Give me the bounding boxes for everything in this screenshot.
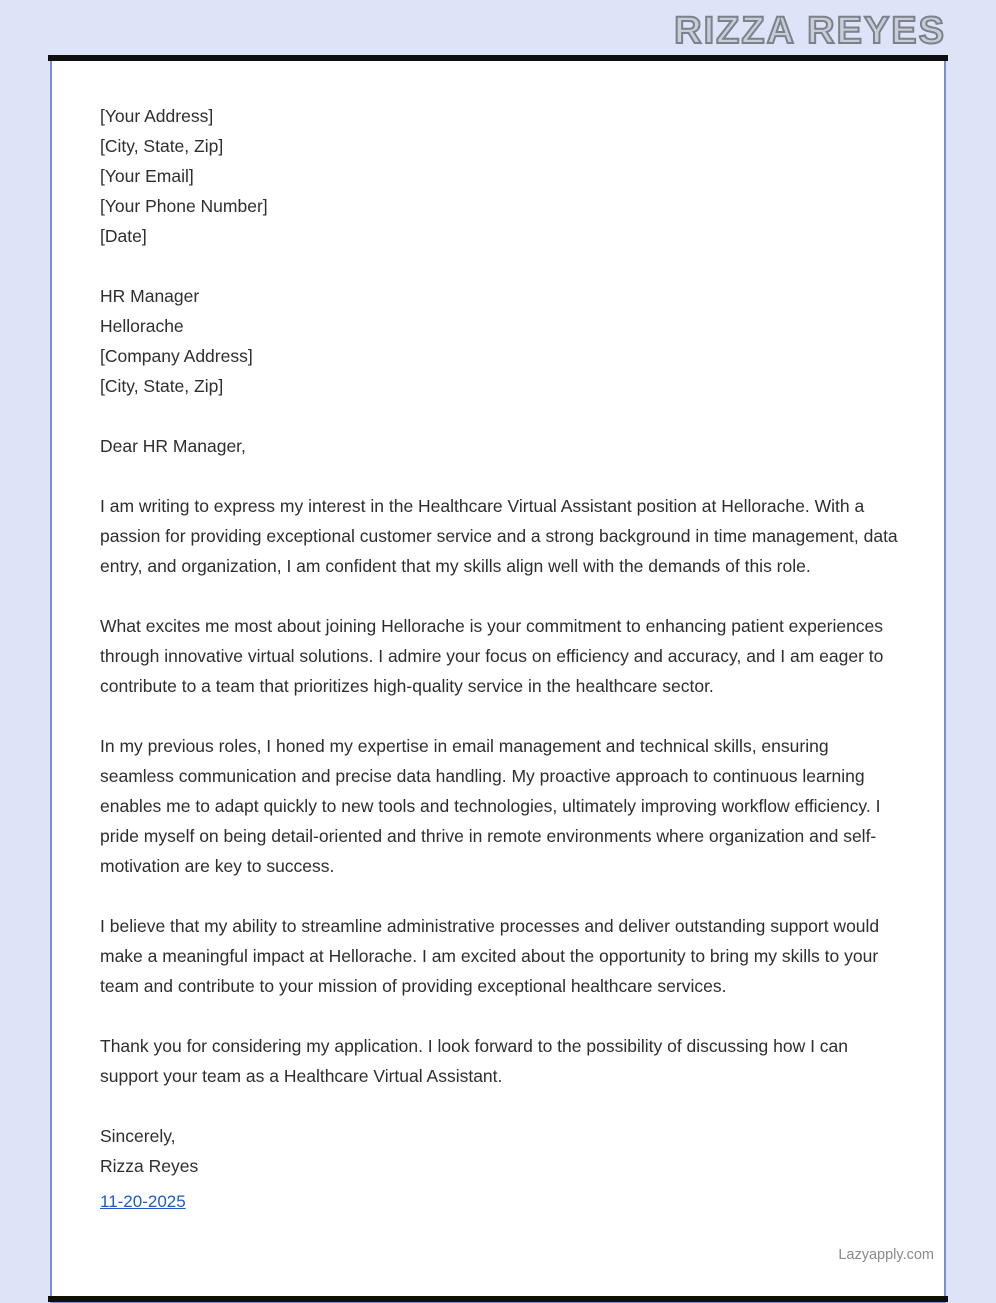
salutation-line: Dear HR Manager,: [100, 436, 246, 456]
paragraph: In my previous roles, I honed my expertise in email management and technical skills, ensuring seamless communication and precise data handling. My proactive approach to continuous learning enables me to adapt quickly to new tools and technologies, ultimately improving workflow efficiency. I pride myself on being detail-oriented and thrive in remote environments where organization and self-motivation are key to success.: [100, 736, 881, 876]
sender-line: [Your Address]: [100, 106, 214, 126]
closing-block: [100, 1121, 898, 1217]
recipient-line: Hellorache: [100, 316, 184, 336]
paragraph: Thank you for considering my application. I look forward to the possibility of discussing how I can support your team as a Healthcare Virtual Assistant.: [100, 1036, 849, 1086]
sender-line: [City, State, Zip]: [100, 136, 224, 156]
recipient-block: [100, 281, 898, 401]
sender-block: [100, 101, 898, 251]
author-name: RIZZA REYES: [674, 10, 946, 52]
letter-page: [50, 57, 946, 1303]
sender-line: [Your Phone Number]: [100, 196, 268, 216]
sender-line: [Date]: [100, 226, 147, 246]
letter-content: [52, 59, 944, 1217]
paragraph: I believe that my ability to streamline administrative processes and deliver outstanding support would make a meaningful impact at Hellorache. I am excited about the opportunity to bring my skills to your team and contribute to your mission of providing exceptional healthcare services.: [100, 916, 880, 996]
recipient-line: [Company Address]: [100, 346, 253, 366]
paragraph: What excites me most about joining Hellorache is your commitment to enhancing patient experiences through innovative virtual solutions. I admire your focus on efficiency and accuracy, and I am eager to contribute to a team that prioritizes high-quality service in the healthcare sector.: [100, 616, 884, 696]
header-divider: [48, 55, 948, 61]
salutation: [100, 431, 898, 461]
signature-line: Rizza Reyes: [100, 1156, 199, 1176]
paragraph: I am writing to express my interest in the Healthcare Virtual Assistant position at Hellorache. With a passion for providing exceptional customer service and a strong background in time management, data entry, and organization, I am confident that my skills align well with the demands of this role.: [100, 496, 898, 576]
footer-divider: [48, 1296, 948, 1302]
recipient-line: HR Manager: [100, 286, 200, 306]
watermark-text: Lazyapply.com: [838, 1247, 934, 1263]
date-link[interactable]: 11-20-2025: [100, 1192, 186, 1211]
sender-line: [Your Email]: [100, 166, 194, 186]
recipient-line: [City, State, Zip]: [100, 376, 224, 396]
closing-line: Sincerely,: [100, 1126, 176, 1146]
